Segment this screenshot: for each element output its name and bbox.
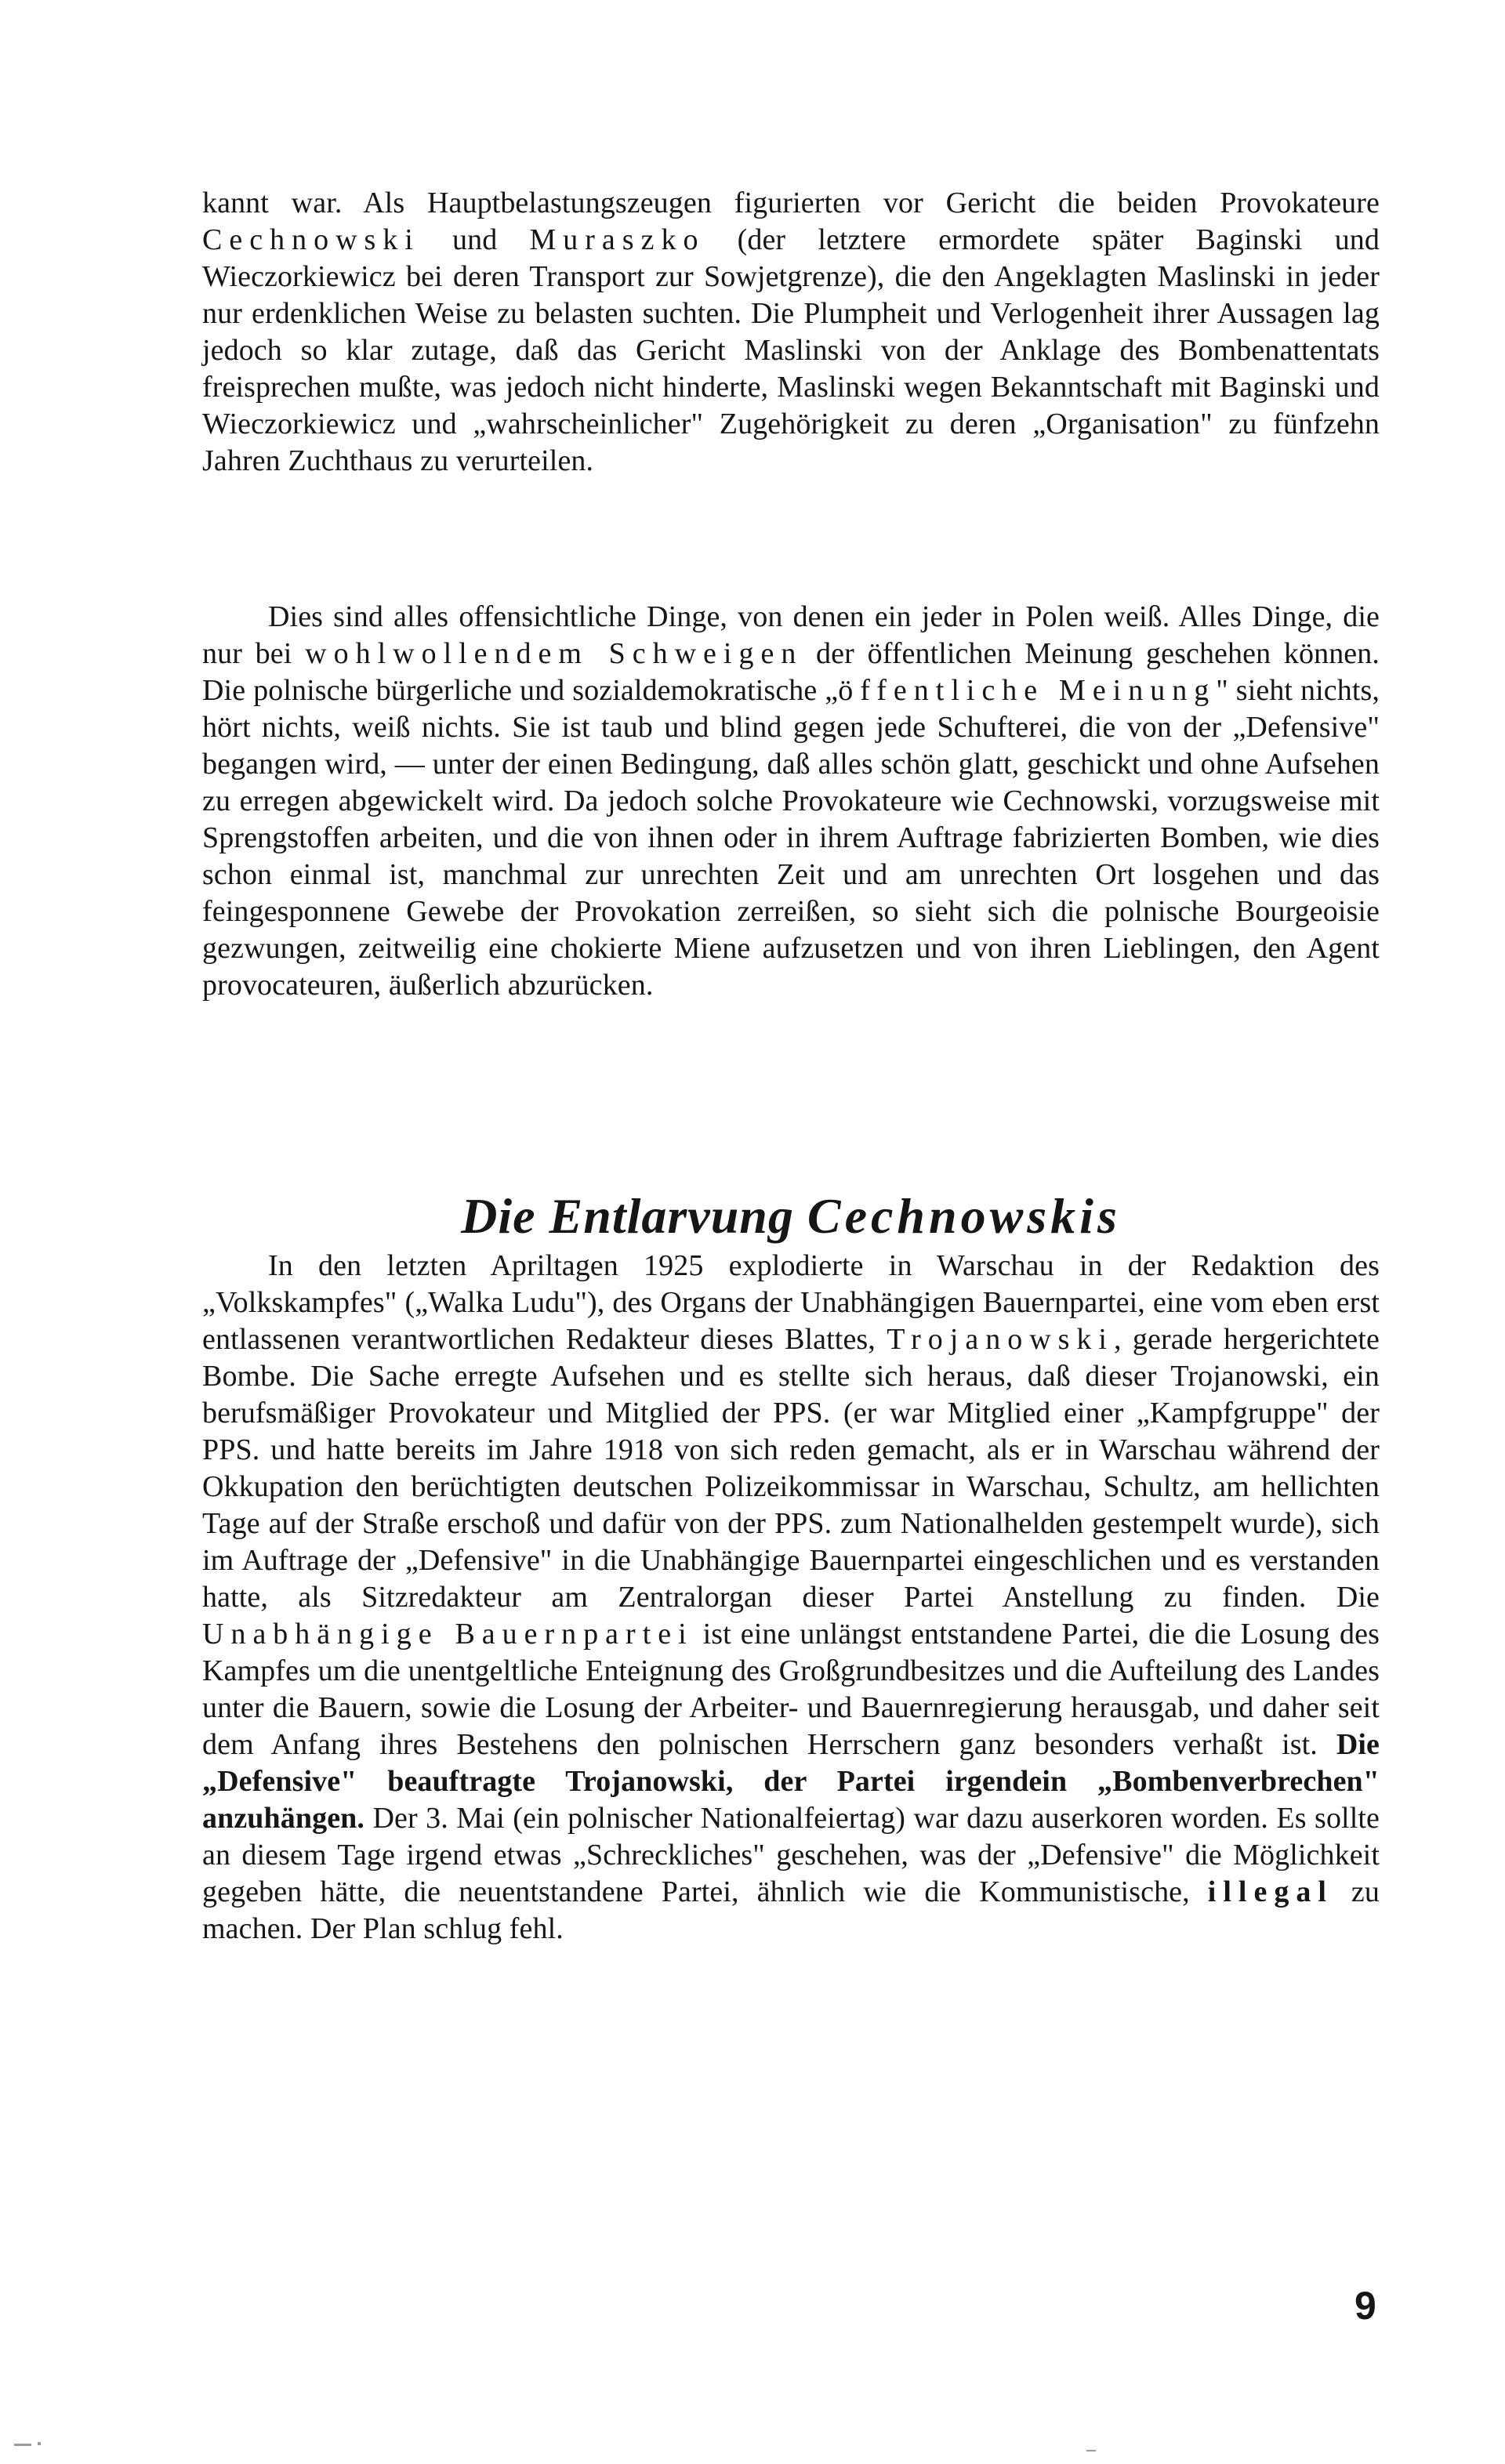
paragraph-continuation	[202, 185, 1380, 480]
heading-text: Die Entlarvung	[461, 1188, 807, 1244]
emphasized-name-cechnowski: Cechnowski	[202, 223, 420, 256]
text-run: kannt war. Als Hauptbelastungszeugen figurierten vor Gericht die beiden Provokateure	[202, 187, 1380, 219]
scan-speck	[1086, 2450, 1096, 2451]
text-run: zu machen. Der Plan schlug fehl.	[202, 1875, 1380, 1945]
text-run: der öffentlichen Meinung geschehen können. Die polnische bürgerliche und sozialdemokratische „	[202, 637, 1380, 707]
text-run: ist eine unlängst entstandene Partei, die die Losung des Kampfes um die unentgeltliche Enteignung des Großgrundbesitzes und die Aufteilung des Landes unter die Bauern, sowie die Losung der Arbeiter- und Bauernregierung herausgab, und daher seit dem Anfang ihres Bestehens den polnischen Herrschern ganz besonders verhaßt ist.	[202, 1618, 1380, 1761]
emphasized-party-name: Unabhängige Bauernpartei	[202, 1618, 694, 1651]
paragraph-public-opinion	[202, 599, 1380, 1004]
emphasized-name-trojanowski: Trojanowski	[887, 1323, 1114, 1356]
text-run: , gerade hergerichtete Bombe. Die Sache erregte Aufsehen und es stellte sich heraus, daß dieser Trojanowski, ein berufsmäßiger Provokateur und Mitglied der PPS. (er war Mitglied einer „Kampfgruppe" der PPS. und hatte bereits im Jahre 1918 von sich reden gemacht, als er in Warschau während der Okkupation den berüchtigten deutschen Polizeikommissar in Warschau, Schultz, am hellichten Tage auf der Straße erschoß und dafür von der PPS. zum Nationalhelden gestempelt wurde), sich im Auftrage der „Defensive" in die Unabhängige Bauernpartei eingeschlichen und es verstanden hatte, als Sitzredakteur am Zentralorgan dieser Partei Anstellung zu finden. Die	[202, 1323, 1380, 1614]
page-number: 9	[1354, 2284, 1376, 2328]
paragraph-block-1	[202, 185, 1380, 480]
text-run: Dies sind alles offensichtliche Dinge, von denen ein jeder in Polen weiß. Alles Dinge, die nur bei	[202, 600, 1380, 670]
emphasized-name-muraszko: Muraszko	[529, 223, 705, 256]
section-heading	[202, 1185, 1380, 1248]
paragraph-exposure	[202, 1248, 1380, 1948]
text-run: In den letzten Apriltagen 1925 explodierte in Warschau in der Redaktion des „Volkskampfes" („Walka Ludu"), des Organs der Unabhängigen Bauernpartei, eine vom eben erst entlassenen verantwortlichen Redakteur dieses Blattes,	[202, 1249, 1380, 1356]
emphasized-phrase: öffentliche Meinung	[838, 674, 1217, 707]
paragraph-block-3	[202, 1248, 1380, 1948]
text-run: " sieht nichts, hört nichts, weiß nichts. Sie ist taub und blind gegen jede Schufterei, die von der „Defensive" begangen wird, — unter der einen Bedingung, daß alles schön glatt, geschickt und ohne Aufsehen zu erregen abgewickelt wird. Da jedoch solche Provokateure wie Cechnowski, vorzugsweise mit Sprengstoffen arbeiten, und die von ihnen oder in ihrem Auftrage fabrizierten Bomben, wie dies schon einmal ist, manchmal zur unrechten Zeit und am unrechten Ort losgehen und das feingesponnene Gewebe der Provokation zerreißen, so sieht sich die polnische Bourgeoisie gezwungen, zeitweilig eine chokierte Miene aufzusetzen und von ihren Lieblingen, den Agent provocateuren, äußerlich abzurücken.	[202, 674, 1380, 1002]
text-run: und	[419, 223, 530, 256]
scan-speck	[38, 2442, 41, 2445]
text-run: (der letztere ermordete später Baginski und Wieczorkiewicz bei deren Transport zur Sowjetgrenze), die den Angeklagten Maslinski in jeder nur erdenklichen Weise zu belasten suchten. Die Plumpheit und Verlogenheit ihrer Aussagen lag jedoch so klar zutage, daß das Gericht Maslinski von der Anklage des Bombenattentats freisprechen mußte, was jedoch nicht hinderte, Maslinski wegen Bekanntschaft mit Baginski und Wieczorkiewicz und „wahrscheinlicher" Zugehörigkeit zu deren „Organisation" zu fünfzehn Jahren Zuchthaus zu verurteilen.	[202, 223, 1380, 477]
text-run: Der 3. Mai (ein polnischer Nationalfeiertag) war dazu auserkoren worden. Es sollte an diesem Tage irgend etwas „Schreckliches" geschehen, was der „Defensive" die Möglichkeit gegeben hätte, die neuentstandene Partei, ähnlich wie die Kommunistische,	[202, 1802, 1380, 1908]
emphasized-phrase: wohlwollendem Schweigen	[305, 637, 803, 670]
scan-speck	[14, 2444, 31, 2446]
paragraph-block-2	[202, 599, 1380, 1004]
emphasized-word-illegal: illegal	[1207, 1875, 1333, 1908]
bold-sentence: Die „Defensive" beauftragte Trojanowski, der Partei irgendein „Bombenverbrechen" anzuhängen.	[202, 1728, 1380, 1835]
heading-name: Cechnowskis	[807, 1188, 1121, 1244]
